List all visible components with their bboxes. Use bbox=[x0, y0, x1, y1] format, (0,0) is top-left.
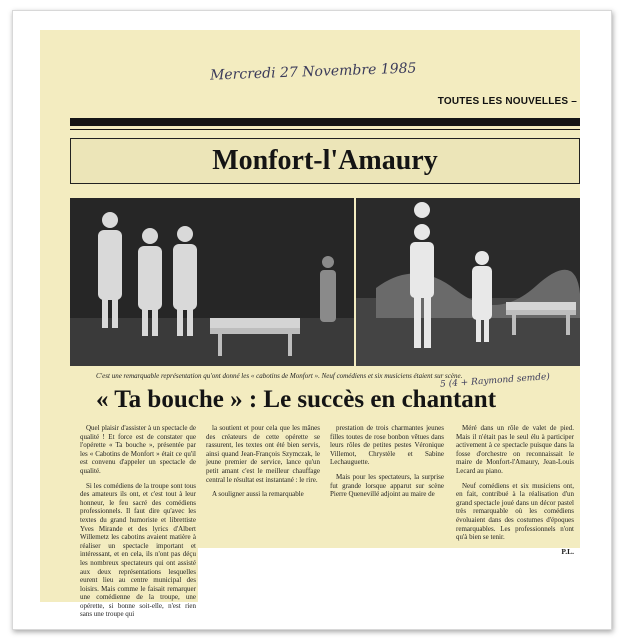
stage-photo-left bbox=[70, 198, 354, 366]
article-column-2 bbox=[206, 424, 320, 505]
handwritten-date: Mercredi 27 Novembre 1985 bbox=[209, 60, 417, 84]
header-rule bbox=[70, 118, 580, 126]
handwritten-note: 5 (4 + Raymond semde) bbox=[439, 372, 551, 390]
article-column-3 bbox=[330, 424, 444, 505]
photo-caption: C'est une remarquable représentation qu'ont donné les « cabotins de Monfort ». Neuf comédiens et six musiciens étaient sur scène. bbox=[96, 372, 463, 380]
article-headline: « Ta bouche » : Le succès en chantant bbox=[96, 386, 497, 413]
header-rule-thin bbox=[70, 129, 580, 130]
stage-photo-right bbox=[356, 198, 580, 366]
article-paragraph: la soutient et pour cela que les mânes des créateurs de cette opérette se rassurent, les textes ont été bien servis, ainsi quand Jean-François Szymczak, le jeune premier de service, lance qu'un petit amant c'est le meilleur chauffage central le résultat est instantané : le rire. bbox=[206, 424, 320, 484]
article-paragraph: Méré dans un rôle de valet de pied. Mais il n'était pas le seul élu à participer activement à ce spectacle puisque dans la fosse d'orchestre on reconnaissait le maire de Monfort-l'Amaury, Jean-Louis Lecard au piano. bbox=[456, 424, 574, 475]
article-paragraph: Si les comédiens de la troupe sont tous des amateurs ils ont, et c'est tout à leur honneur, le feu sacré des comédiens professionnels. Il faut dire qu'avec les textes du grand humoriste et librettiste Yves Mirande et des lyrics d'Albert Willemetz les cabotins avaient matière à réaliser un spectacle important et intéressant, et en cela, ils n'ont pas déçu les nombreux spectateurs qui ont assisté aux deux représentations lesquelles eurent lieu au centre municipal des loisirs. Mais comme le faisait remarquer une comédienne de la troupe, une opérette, si bonne soit-elle, n'est rien sans une troupe qui bbox=[80, 481, 196, 619]
section-label: TOUTES LES NOUVELLES – bbox=[437, 96, 577, 107]
town-title: Monfort-l'Amaury bbox=[70, 138, 580, 184]
article-paragraph: Quel plaisir d'assister à un spectacle de qualité ! Et force est de constater que l'opérette « Ta bouche », présentée par les « Cabotins de Monfort » était ce qu'il est convenu d'appeler un spectacle de qualité. bbox=[80, 424, 196, 475]
article-paragraph: Mais pour les spectateurs, la surprise fut grande lorsque apparut sur scène Pierre Quenevillé adjoint au maire de bbox=[330, 472, 444, 499]
article-paragraph: prestation de trois charmantes jeunes filles toutes de rose bonbon vêtues dans leurs rôles de petites pestes Véronique Villemot, Chrystèle et Sabine Lechauguette. bbox=[330, 424, 444, 467]
article-paragraph: Neuf comédiens et six musiciens ont, en fait, contribué à la réalisation d'un grand spectacle joué dans un décor pastel très remarquable où les comédiens évoluaient dans des costumes d'époques remarquables. Les professionnels n'ont qu'à bien se tenir. bbox=[456, 481, 574, 542]
author-signature: P.L. bbox=[561, 546, 574, 556]
article-paragraph: A souligner aussi la remarquable bbox=[212, 490, 304, 499]
article-column-4 bbox=[456, 424, 574, 556]
article-column-1 bbox=[80, 424, 196, 625]
